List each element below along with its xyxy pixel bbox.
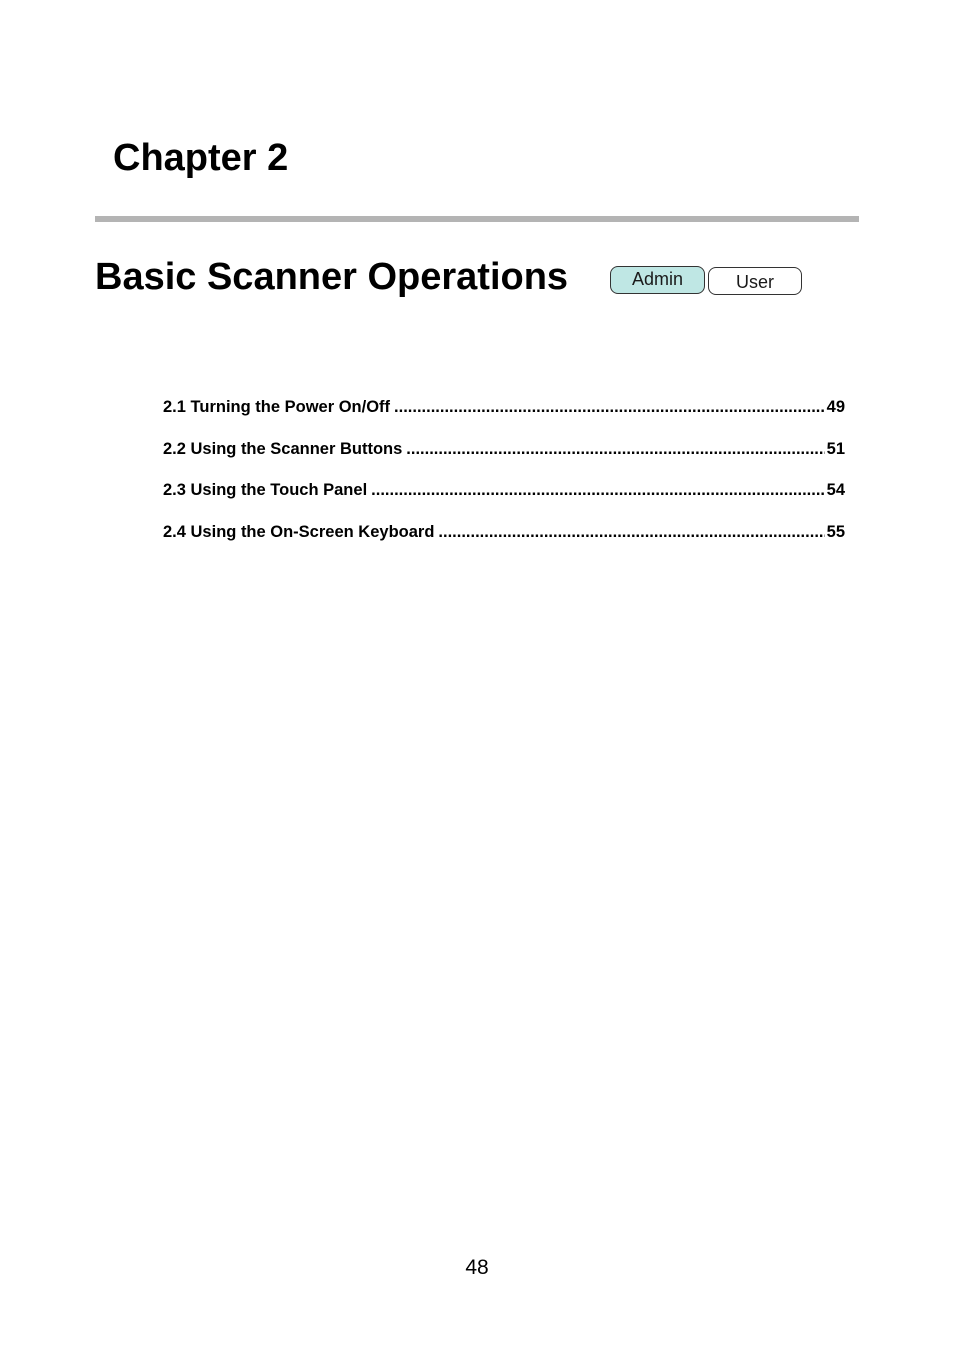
toc-entry-title: 2.4 Using the On-Screen Keyboard: [163, 523, 435, 541]
toc-leader-dots: [438, 520, 824, 544]
toc-entry-2-1[interactable]: [163, 395, 845, 437]
toc-leader-dots: [406, 437, 824, 461]
table-of-contents: [163, 395, 845, 562]
toc-entry-2-2[interactable]: [163, 437, 845, 478]
toc-entry-page: 49: [826, 398, 845, 416]
page-number: 48: [465, 1256, 489, 1279]
toc-entry-page: 54: [826, 481, 845, 499]
toc-entry-page: 51: [826, 440, 845, 458]
chapter-label: Chapter 2: [113, 137, 289, 179]
toc-entry-page: 55: [826, 523, 845, 541]
toc-leader-dots: [394, 395, 825, 419]
user-badge: User: [708, 267, 802, 295]
admin-badge: Admin: [610, 266, 705, 294]
toc-entry-2-4[interactable]: [163, 520, 845, 562]
chapter-title: Basic Scanner Operations: [95, 256, 569, 298]
chapter-divider: [95, 216, 859, 222]
toc-entry-title: 2.2 Using the Scanner Buttons: [163, 440, 403, 458]
toc-leader-dots: [371, 478, 824, 502]
toc-entry-title: 2.3 Using the Touch Panel: [163, 481, 368, 499]
toc-entry-title: 2.1 Turning the Power On/Off: [163, 398, 391, 416]
toc-entry-2-3[interactable]: [163, 478, 845, 520]
